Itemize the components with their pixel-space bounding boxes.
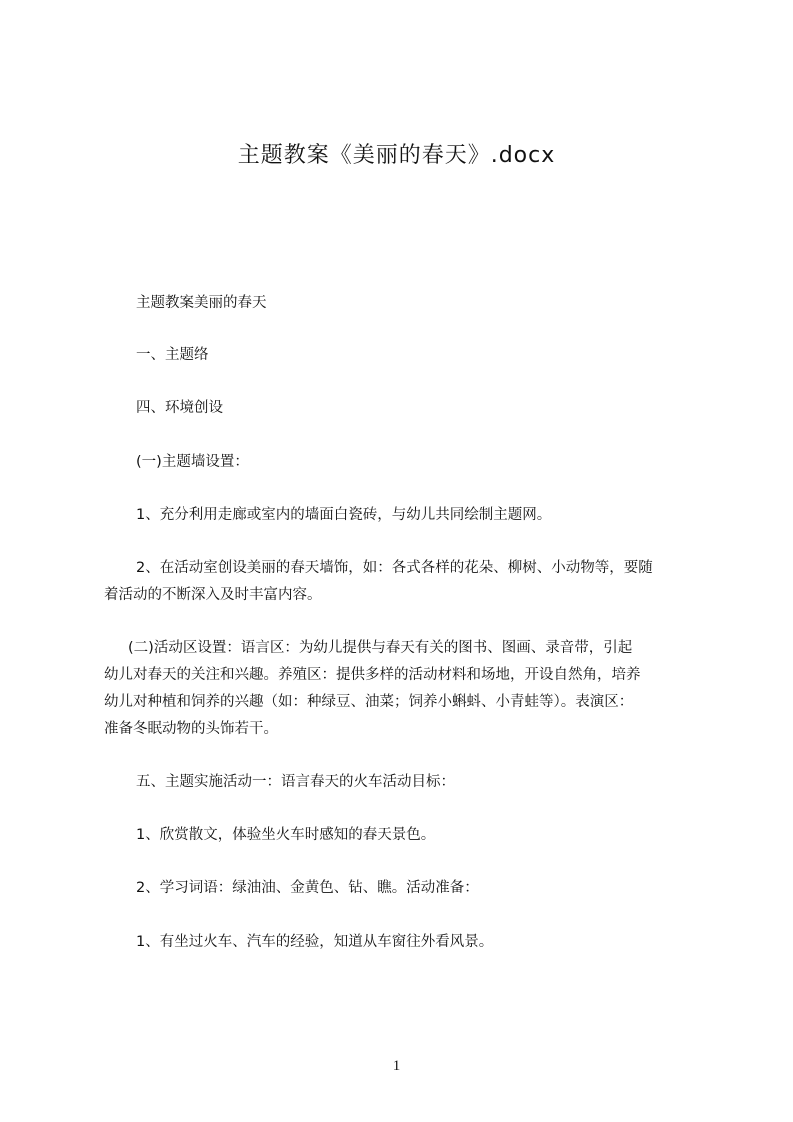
activity-area-line4: 准备冬眠动物的头饰若干。 [104, 721, 278, 737]
activity-area-line2: 幼儿对春天的关注和兴趣。养殖区：提供多样的活动材料和场地，开设自然角，培养 [104, 667, 641, 683]
theme-wall-subheading: (一)主题墙设置： [136, 454, 249, 470]
theme-wall-item-two-line2: 着活动的不断深入及时丰富内容。 [104, 587, 322, 603]
activity-goal-two: 2、学习词语：绿油油、金黄色、钻、瞧。活动准备： [136, 880, 479, 896]
activity-prep-one: 1、有坐过火车、汽车的经验，知道从车窗往外看风景。 [136, 934, 494, 950]
section-one-heading: 一、主题络 [136, 347, 209, 363]
document-title: 主题教案《美丽的春天》.docx [237, 143, 556, 168]
page-number: 1 [392, 1058, 401, 1074]
section-four-heading: 四、环境创设 [136, 400, 223, 416]
section-five-heading: 五、主题实施活动一：语言春天的火车活动目标： [136, 774, 455, 790]
activity-area-line1: (二)活动区设置：语言区：为幼儿提供与春天有关的图书、图画、录音带，引起 [128, 640, 633, 656]
theme-wall-item-two-line1: 2、在活动室创设美丽的春天墙饰，如：各式各样的花朵、柳树、小动物等，要随 [136, 560, 653, 576]
lesson-heading: 主题教案美丽的春天 [136, 295, 267, 311]
activity-area-line3: 幼儿对种植和饲养的兴趣（如：种绿豆、油菜；饲养小蝌蚪、小青蛙等）。表演区： [104, 694, 634, 710]
activity-goal-one: 1、欣赏散文，体验坐火车时感知的春天景色。 [136, 827, 436, 843]
theme-wall-item-one: 1、充分利用走廊或室内的墙面白瓷砖，与幼儿共同绘制主题网。 [136, 507, 552, 523]
